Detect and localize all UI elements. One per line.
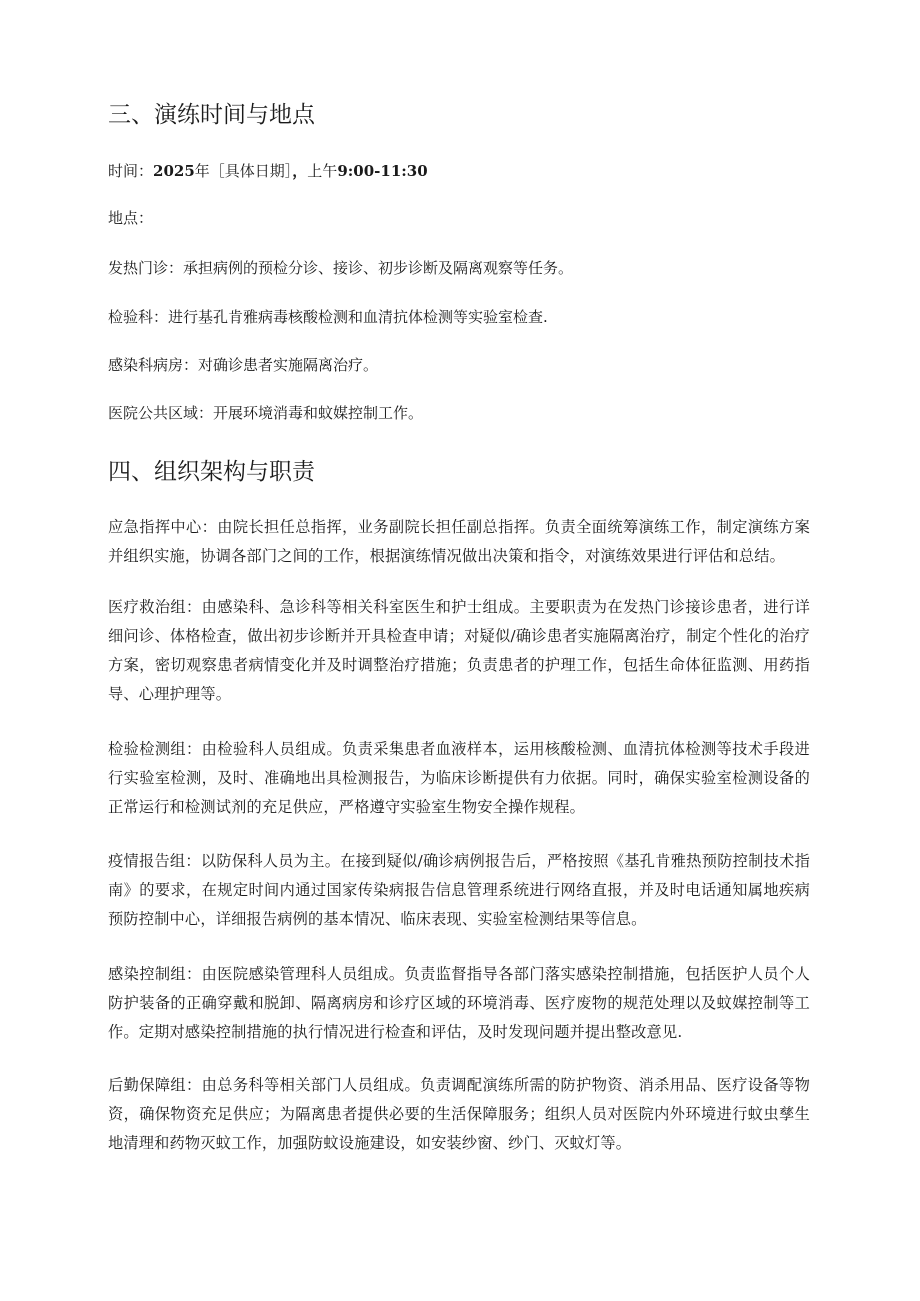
responsibility-paragraph: 后勤保障组：由总务科等相关部门人员组成。负责调配演练所需的防护物资、消杀用品、医疗设备等物资，确保物资充足供应；为隔离患者提供必要的生活保障服务；组织人员对医院内外环境进行蚊虫孳生地清理和药物灭蚊工作，加强防蚊设施建设，如安装纱窗、纱门、灭蚊灯等。 <box>108 1076 810 1152</box>
responsibility-paragraph: 疫情报告组：以防保科人员为主。在接到疑似/确诊病例报告后，严格按照《基孔肯雅热预防控制技术指南》的要求，在规定时间内通过国家传染病报告信息管理系统进行网络直报，并及时电话通知属地疾病预防控制中心，详细报告病例的基本情况、临床表现、实验室检测结果等信息。 <box>108 852 810 928</box>
time-label: 时间： <box>108 162 154 180</box>
location-item: 感染科病房：对确诊患者实施隔离治疗。 <box>108 356 379 374</box>
responsibility-paragraph: 感染控制组：由医院感染管理科人员组成。负责监督指导各部门落实感染控制措施，包括医护人员个人防护装备的正确穿戴和脱卸、隔离病房和诊疗区域的环境消毒、医疗废物的规范处理以及蚊媒控制等工作。定期对感染控制措施的执行情况进行检查和评估，及时发现问题并提出整改意见. <box>108 965 810 1041</box>
time-date-placeholder: 年［具体日期］ <box>194 162 293 180</box>
time-line <box>108 161 428 181</box>
location-item: 检验科：进行基孔肯雅病毒核酸检测和血清抗体检测等实验室检查. <box>108 308 548 326</box>
responsibility-paragraph: 应急指挥中心：由院长担任总指挥，业务副院长担任副总指挥。负责全面统筹演练工作，制定演练方案并组织实施，协调各部门之间的工作，根据演练情况做出决策和指令，对演练效果进行评估和总结。 <box>108 518 810 565</box>
time-year: 2025 <box>153 162 195 180</box>
location-label: 地点： <box>108 209 154 227</box>
location-item: 发热门诊：承担病例的预检分诊、接诊、初步诊断及隔离观察等任务。 <box>108 259 574 277</box>
location-item: 医院公共区域：开展环境消毒和蚊媒控制工作。 <box>108 404 424 422</box>
time-am: 上午 <box>307 162 338 180</box>
section-4-heading: 四、组织架构与职责 <box>108 459 315 485</box>
responsibility-paragraph: 医疗救治组：由感染科、急诊科等相关科室医生和护士组成。主要职责为在发热门诊接诊患者，进行详细问诊、体格检查，做出初步诊断并开具检查申请；对疑似/确诊患者实施隔离治疗，制定个性化的治疗方案，密切观察患者病情变化并及时调整治疗措施；负责患者的护理工作，包括生命体征监测、用药指导、心理护理等。 <box>108 598 810 703</box>
responsibility-paragraph: 检验检测组：由检验科人员组成。负责采集患者血液样本，运用核酸检测、血清抗体检测等技术手段进行实验室检测，及时、准确地出具检测报告，为临床诊断提供有力依据。同时，确保实验室检测设备的正常运行和检测试剂的充足供应，严格遵守实验室生物安全操作规程。 <box>108 740 810 816</box>
section-3-heading: 三、演练时间与地点 <box>108 102 315 128</box>
time-range: 9:00-11:30 <box>337 162 428 180</box>
time-comma: ， <box>292 162 308 180</box>
